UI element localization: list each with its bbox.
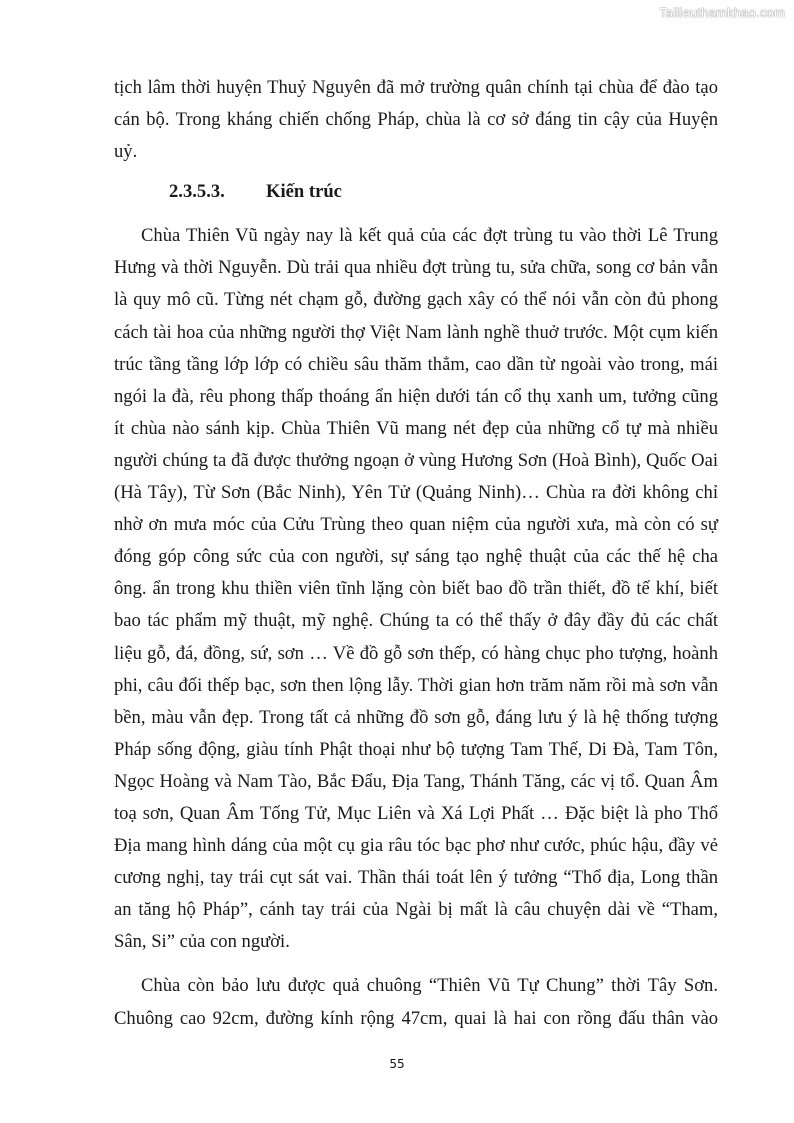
text-line: an tăng hộ Pháp”, cánh tay trái của Ngài bị mất là câu chuyện dài về “Tham, [114, 899, 718, 921]
text-line: tịch lâm thời huyện Thuỷ Nguyên đã mở trường quân chính tại chùa để đào tạo [114, 77, 718, 98]
text-line: nhờ ơn mưa móc của Cửu Trùng theo quan niệm của người xưa, mà còn có sự [114, 514, 718, 536]
text-line: cán bộ. Trong kháng chiến chống Pháp, chùa là cơ sở đáng tin cậy của Huyện [114, 109, 718, 131]
text-line: người chúng ta đã được thưởng ngoạn ở vùng Hương Sơn (Hoà Bình), Quốc Oai [114, 449, 718, 471]
document-page [114, 72, 718, 1035]
text-line: cách tài hoa của những người thợ Việt Nam lành nghề thuở trước. Một cụm kiến [114, 321, 718, 343]
text-line: trúc tầng tầng lớp lớp có chiều sâu thăm thẳm, cao dần từ ngoài vào trong, mái [114, 353, 718, 375]
text-line: đóng góp công sức của con người, sự sáng tạo nghệ thuật của các thế hệ cha [114, 546, 718, 568]
text-line: ông. ẩn trong khu thiền viên tĩnh lặng còn biết bao đồ trần thiết, đồ tế khí, biết [114, 578, 718, 600]
text-line: Chuông cao 92cm, đường kính rộng 47cm, quai là hai con rồng đấu thân vào [114, 1007, 718, 1029]
section-title: Kiến trúc [266, 181, 342, 203]
text-line: phi, câu đối thếp bạc, sơn then lộng lẫy. Thời gian hơn trăm năm rồi mà sơn vẫn [114, 674, 718, 696]
text-line: Ngọc Hoàng và Nam Tào, Bắc Đẩu, Địa Tang, Thánh Tăng, các vị tổ. Quan Âm [114, 770, 718, 792]
text-line: Chùa Thiên Vũ ngày nay là kết quả của các đợt trùng tu vào thời Lê Trung [141, 225, 718, 247]
section-number: 2.3.5.3. [169, 181, 225, 203]
text-line: uỷ. [114, 141, 138, 163]
text-line: Chùa còn bảo lưu được quả chuông “Thiên Vũ Tự Chung” thời Tây Sơn. [141, 975, 718, 997]
text-line: cương nghị, tay trái cụt sát vai. Thần thái toát lên ý tưởng “Thổ địa, Long thần [114, 867, 718, 889]
text-line: Sân, Si” của con người. [114, 931, 290, 953]
text-line: (Hà Tây), Từ Sơn (Bắc Ninh), Yên Tử (Quảng Ninh)… Chùa ra đời không chỉ [114, 482, 718, 504]
paragraph-architecture [114, 220, 718, 958]
text-line: ít chùa nào sánh kịp. Chùa Thiên Vũ mang nét đẹp của những cổ tự mà nhiều [114, 417, 718, 439]
text-line: toạ sơn, Quan Âm Tống Tử, Mục Liên và Xá Lợi Phất … Đặc biệt là pho Thổ [114, 802, 718, 824]
paragraph-bell [114, 970, 718, 1034]
text-line: bao tác phẩm mỹ thuật, mỹ nghệ. Chúng ta có thể thấy ở đây đầy đủ các chất [114, 610, 718, 632]
text-line: Pháp sống động, giàu tính Phật thoại như bộ tượng Tam Thế, Di Đà, Tam Tôn, [114, 738, 718, 760]
paragraph-spacing [114, 958, 718, 970]
section-heading [169, 176, 718, 208]
text-line: Địa mang hình dáng của một cụ gia râu tóc bạc phơ như cước, phúc hậu, đầy vẻ [114, 835, 718, 857]
text-line: liệu gỗ, đá, đồng, sứ, sơn … Về đồ gỗ sơn thếp, có hàng chục pho tượng, hoành [114, 642, 718, 664]
text-line: Hưng và thời Nguyễn. Dù trải qua nhiều đợt trùng tu, sửa chữa, song cơ bản vẫn [114, 257, 718, 279]
text-line: bền, màu vẫn đẹp. Trong tất cả những đồ sơn gỗ, đáng lưu ý là hệ thống tượng [114, 706, 718, 728]
watermark-text: Tailieuthamkhao.com [659, 5, 785, 20]
text-line: ngói la đà, rêu phong thấp thoáng ẩn hiện dưới tán cổ thụ xanh um, tưởng cũng [114, 385, 718, 407]
paragraph-intro [114, 72, 718, 168]
page-number: 55 [389, 1057, 405, 1071]
text-line: là quy mô cũ. Từng nét chạm gỗ, đường gạch xây có thể nói vẫn còn đủ phong [114, 289, 718, 311]
